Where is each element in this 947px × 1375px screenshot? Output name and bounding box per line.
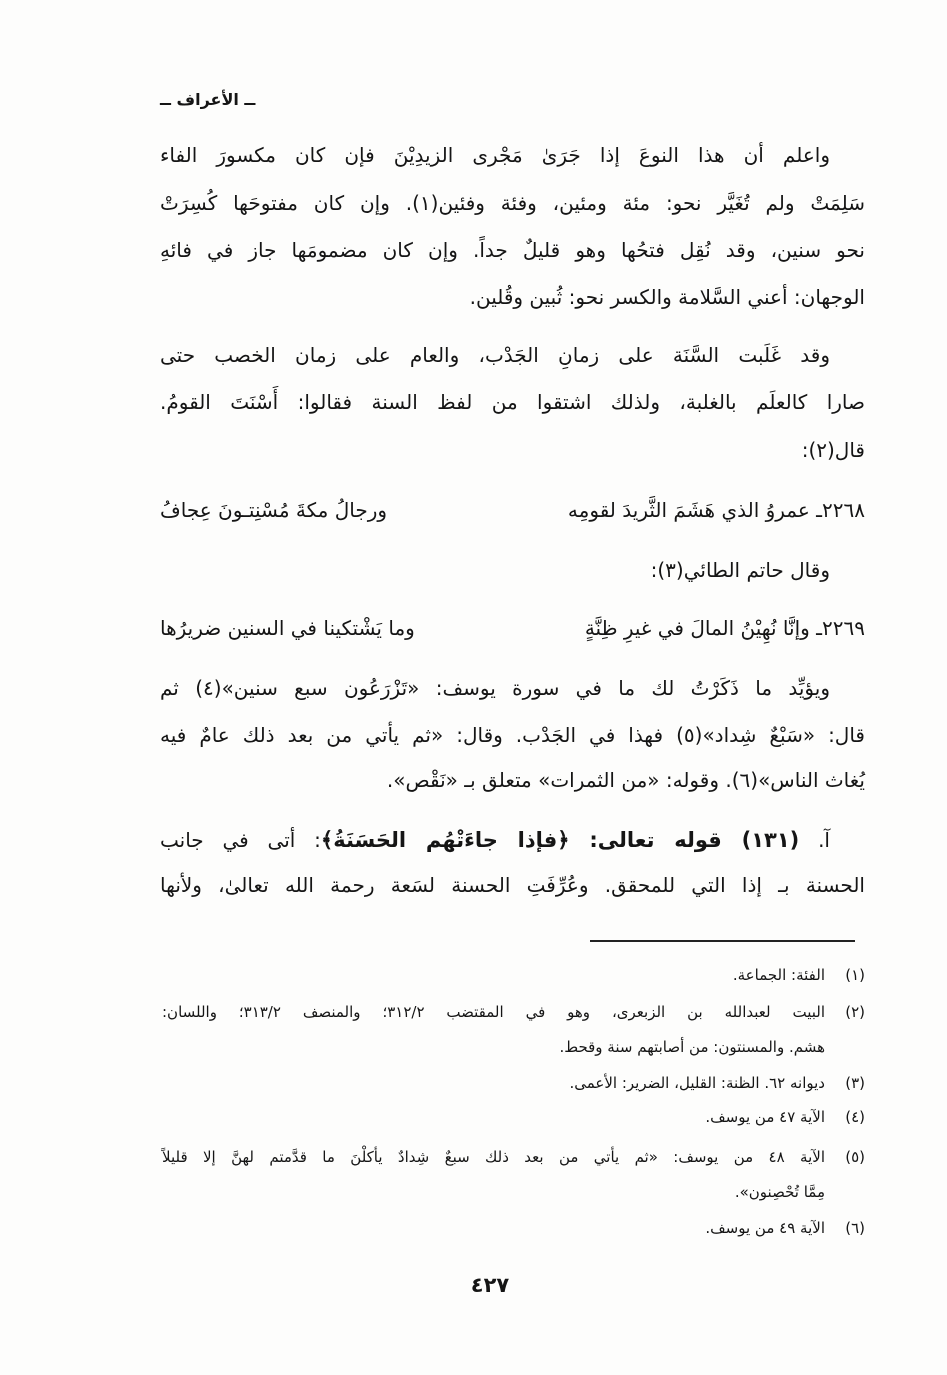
verse-2269-second-hemistich: وما يَشْتكينا في السنين ضريرُها — [160, 616, 415, 640]
section-131-prefix: آ. — [799, 828, 830, 852]
verse-2269-first-hemistich: ٢٢٦٩ـ وإنَّا نُهِيْنُ المالَ في غيرِ ظِنَّةٍ — [584, 616, 865, 640]
verse-2269-attribution: وقال حاتم الطائي(٣): — [650, 558, 830, 582]
footnote-1-text: الفئة: الجماعة. — [732, 966, 825, 984]
paragraph-1-line-1: واعلم أن هذا النوعَ إذا جَرَىٰ مَجْرى الزيدِيْنَ فإن كان مكسورَ الفاء — [160, 143, 830, 167]
page-number: ٤٢٧ — [470, 1273, 510, 1297]
footnote-2-text-line-1: البيت لعبدالله بن الزبعرى، وهو في المقتضب ٣١٢/٢؛ والمنصف ٣١٣/٢؛ واللسان: — [162, 1003, 825, 1021]
section-131-suffix: : أتى في جانب — [160, 828, 321, 852]
paragraph-2-line-2: صارا كالعلَم بالغلبة، ولذلك اشتقوا من لفظ السنة فقالوا: أَسْنَتَ القومُ. — [160, 390, 865, 414]
footnote-5-text-line-1: الآية ٤٨ من يوسف: «ثم يأتي من بعد ذلك سبعٌ شِدادٌ يأكلْنَ ما قدَّمتم لهنَّ إلا قليلاً — [162, 1148, 825, 1166]
paragraph-3-line-2: قال: «سَبْعٌ شِداد»(٥) فهذا في الجَدْب. وقال: «ثم يأتي من بعد ذلك عامٌ فيه — [160, 723, 865, 747]
verse-2268-second-hemistich: ورجالُ مكةَ مُسْنِتـونَ عِجافُ — [160, 498, 388, 522]
running-head: ــ الأعراف ــ — [160, 90, 256, 109]
section-131-heading: (١٣١) قوله تعالى: ﴿فإذا جاءَتْهُم الحَسَنَةُ﴾ — [320, 828, 800, 852]
footnote-4-marker: (٤) — [845, 1108, 865, 1126]
paragraph-1-line-3: نحو سنين، وقد نُقِل فتحُها وهو قليلٌ جداً. وإن كان مضمومَها جاز في فائهِ — [160, 238, 865, 262]
paragraph-3-line-3: يُغاث الناس»(٦). وقوله: «من الثمرات» متعلق بـ «نَقْص». — [386, 768, 865, 792]
paragraph-1-line-4: الوجهان: أعني السَّلامة والكسر نحو: ثُبين وقُلين. — [469, 285, 865, 309]
footnote-6-marker: (٦) — [845, 1219, 865, 1237]
verse-2268-first-hemistich: ٢٢٦٨ـ عمروُ الذي هَشَمَ الثَّريدَ لقومِه — [567, 498, 865, 522]
footnote-3-marker: (٣) — [845, 1074, 865, 1092]
paragraph-3-line-1: ويؤيِّد ما ذَكَرْتُ لك ما في سورة يوسف: «تَزْرَعُون سبع سنين»(٤) ثم — [160, 676, 830, 700]
footnote-separator — [590, 940, 855, 942]
footnote-4-text: الآية ٤٧ من يوسف. — [705, 1108, 825, 1126]
section-131-line-1 — [160, 820, 865, 860]
footnote-1-marker: (١) — [845, 966, 865, 984]
footnote-3-text: ديوانه ٦٢. الظنة: القليل، الضرير: الأعمى. — [569, 1074, 825, 1092]
paragraph-2-line-1: وقد غَلَبت السَّنَة على زمانِ الجَدْب، والعام على زمان الخصب حتى — [160, 343, 830, 367]
paragraph-2-line-3: قال(٢): — [801, 438, 865, 462]
footnote-6-text: الآية ٤٩ من يوسف. — [705, 1219, 825, 1237]
footnote-2-marker: (٢) — [845, 1003, 865, 1021]
footnote-5-marker: (٥) — [845, 1148, 865, 1166]
footnote-2-text-line-2: هشم. والمسنتون: من أصابتهم سنة وقحط. — [559, 1038, 825, 1056]
section-131-line-2: الحسنة بـ إذا التي للمحقق. وعُرِّفَتِ الحسنة لسَعة رحمة الله تعالىٰ، ولأنها — [160, 873, 865, 897]
paragraph-1-line-2: سَلِمَتْ ولم تُغَيَّر نحو: مئة ومئين، وفئة وفئين(١). وإن كان مفتوحَها كُسِرَتْ — [160, 191, 865, 215]
footnote-5-text-line-2: مِمَّا تُحْصِنون». — [734, 1183, 825, 1201]
